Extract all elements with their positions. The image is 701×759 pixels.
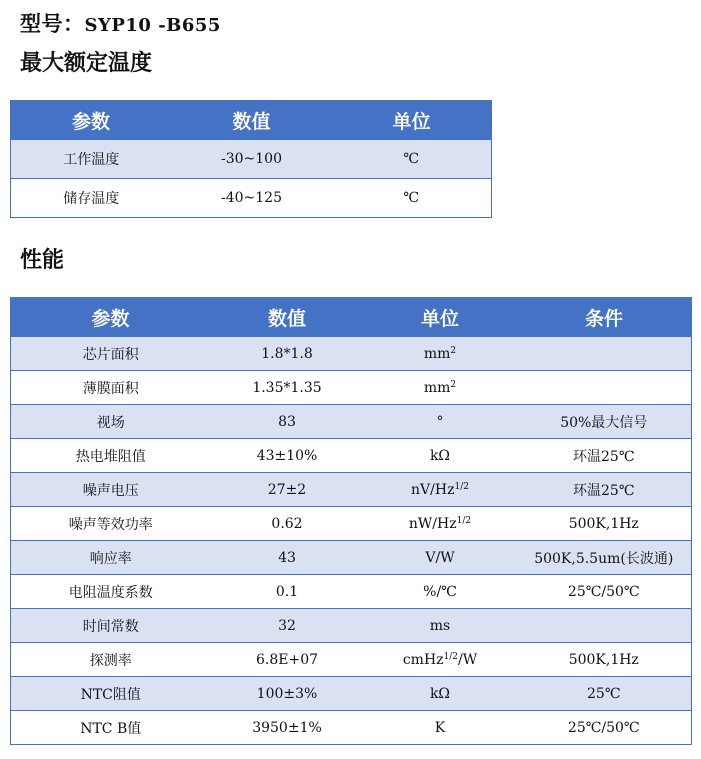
header-value: 数值 bbox=[211, 298, 364, 337]
cell-unit bbox=[364, 711, 517, 745]
model-heading bbox=[20, 8, 221, 38]
unit-superscript: 2 bbox=[450, 345, 457, 356]
model-value: SYP10 -B655 bbox=[84, 15, 221, 36]
cell-unit bbox=[364, 643, 517, 677]
performance-title: 性能 bbox=[20, 248, 65, 273]
cell-param: 探测率 bbox=[11, 643, 211, 677]
header-unit: 单位 bbox=[364, 298, 517, 337]
unit-base: K bbox=[434, 719, 446, 736]
table-row bbox=[11, 541, 692, 575]
unit-superscript: 1/2 bbox=[443, 651, 459, 662]
cell-param: 热电堆阻值 bbox=[11, 439, 211, 473]
cell-condition: 500K,1Hz bbox=[517, 643, 692, 677]
cell-value: 100±3% bbox=[211, 677, 364, 711]
cell-param: NTC阻值 bbox=[11, 677, 211, 711]
cell-param: 噪声电压 bbox=[11, 473, 211, 507]
cell-value: 3950±1% bbox=[211, 711, 364, 745]
cell-condition: 500K,1Hz bbox=[517, 507, 692, 541]
cell-condition: 50%最大信号 bbox=[517, 405, 692, 439]
unit-base: mm bbox=[423, 379, 451, 396]
unit-superscript: 1/2 bbox=[456, 515, 472, 526]
unit-suffix: /W bbox=[458, 651, 478, 668]
cell-param: 噪声等效功率 bbox=[11, 507, 211, 541]
cell-condition: 25℃/50℃ bbox=[517, 711, 692, 745]
header-value: 数值 bbox=[172, 101, 332, 140]
max-temp-title: 最大额定温度 bbox=[20, 51, 153, 76]
cell-param: 电阻温度系数 bbox=[11, 575, 211, 609]
table-row bbox=[11, 405, 692, 439]
cell-unit bbox=[364, 541, 517, 575]
cell-unit: ℃ bbox=[332, 179, 492, 218]
cell-unit bbox=[364, 405, 517, 439]
cell-value: 0.62 bbox=[211, 507, 364, 541]
cell-unit bbox=[364, 371, 517, 405]
max-temp-header-row bbox=[11, 101, 492, 140]
cell-condition: 环温25℃ bbox=[517, 473, 692, 507]
unit-base: kΩ bbox=[429, 447, 451, 464]
cell-value: -30~100 bbox=[172, 140, 332, 179]
unit-base: nV/Hz bbox=[411, 481, 455, 498]
cell-param: 视场 bbox=[11, 405, 211, 439]
cell-param: NTC B值 bbox=[11, 711, 211, 745]
unit-base: ° bbox=[436, 413, 444, 430]
cell-condition: 25℃/50℃ bbox=[517, 575, 692, 609]
table-row bbox=[11, 439, 692, 473]
cell-param: 芯片面积 bbox=[11, 337, 211, 371]
unit-base: cmHz bbox=[402, 651, 444, 668]
table-row bbox=[11, 575, 692, 609]
cell-value: -40~125 bbox=[172, 179, 332, 218]
cell-condition: 500K,5.5um(长波通) bbox=[517, 541, 692, 575]
table-row bbox=[11, 507, 692, 541]
model-label: 型号： bbox=[20, 12, 85, 36]
cell-condition bbox=[517, 609, 692, 643]
cell-value: 83 bbox=[211, 405, 364, 439]
performance-table bbox=[10, 297, 692, 745]
performance-header-row bbox=[11, 298, 692, 337]
table-row bbox=[11, 179, 492, 218]
cell-condition bbox=[517, 337, 692, 371]
cell-unit bbox=[364, 575, 517, 609]
cell-value: 43 bbox=[211, 541, 364, 575]
cell-value: 43±10% bbox=[211, 439, 364, 473]
table-row bbox=[11, 140, 492, 179]
header-condition: 条件 bbox=[517, 298, 692, 337]
cell-condition bbox=[517, 371, 692, 405]
table-row bbox=[11, 609, 692, 643]
table-row bbox=[11, 371, 692, 405]
cell-condition: 环温25℃ bbox=[517, 439, 692, 473]
cell-param: 薄膜面积 bbox=[11, 371, 211, 405]
cell-unit bbox=[364, 507, 517, 541]
cell-condition: 25℃ bbox=[517, 677, 692, 711]
cell-value: 32 bbox=[211, 609, 364, 643]
cell-unit bbox=[364, 337, 517, 371]
cell-unit bbox=[364, 677, 517, 711]
unit-base: %/℃ bbox=[423, 583, 457, 600]
cell-value: 1.8*1.8 bbox=[211, 337, 364, 371]
max-temp-table bbox=[10, 100, 492, 218]
cell-value: 1.35*1.35 bbox=[211, 371, 364, 405]
cell-value: 6.8E+07 bbox=[211, 643, 364, 677]
unit-base: mm bbox=[423, 345, 451, 362]
table-row bbox=[11, 473, 692, 507]
cell-param: 工作温度 bbox=[11, 140, 172, 179]
table-row bbox=[11, 643, 692, 677]
cell-unit bbox=[364, 439, 517, 473]
unit-base: V/W bbox=[425, 549, 455, 566]
table-row bbox=[11, 337, 692, 371]
cell-value: 27±2 bbox=[211, 473, 364, 507]
cell-unit bbox=[364, 609, 517, 643]
unit-base: kΩ bbox=[429, 685, 451, 702]
cell-unit bbox=[364, 473, 517, 507]
cell-value: 0.1 bbox=[211, 575, 364, 609]
cell-param: 储存温度 bbox=[11, 179, 172, 218]
unit-superscript: 2 bbox=[450, 379, 457, 390]
cell-param: 时间常数 bbox=[11, 609, 211, 643]
unit-superscript: 1/2 bbox=[454, 481, 469, 492]
table-row bbox=[11, 677, 692, 711]
cell-unit: ℃ bbox=[332, 140, 492, 179]
header-unit: 单位 bbox=[332, 101, 492, 140]
header-param: 参数 bbox=[11, 298, 211, 337]
unit-base: nW/Hz bbox=[408, 515, 457, 532]
cell-param: 响应率 bbox=[11, 541, 211, 575]
unit-base: ms bbox=[429, 617, 451, 634]
header-param: 参数 bbox=[11, 101, 172, 140]
table-row bbox=[11, 711, 692, 745]
